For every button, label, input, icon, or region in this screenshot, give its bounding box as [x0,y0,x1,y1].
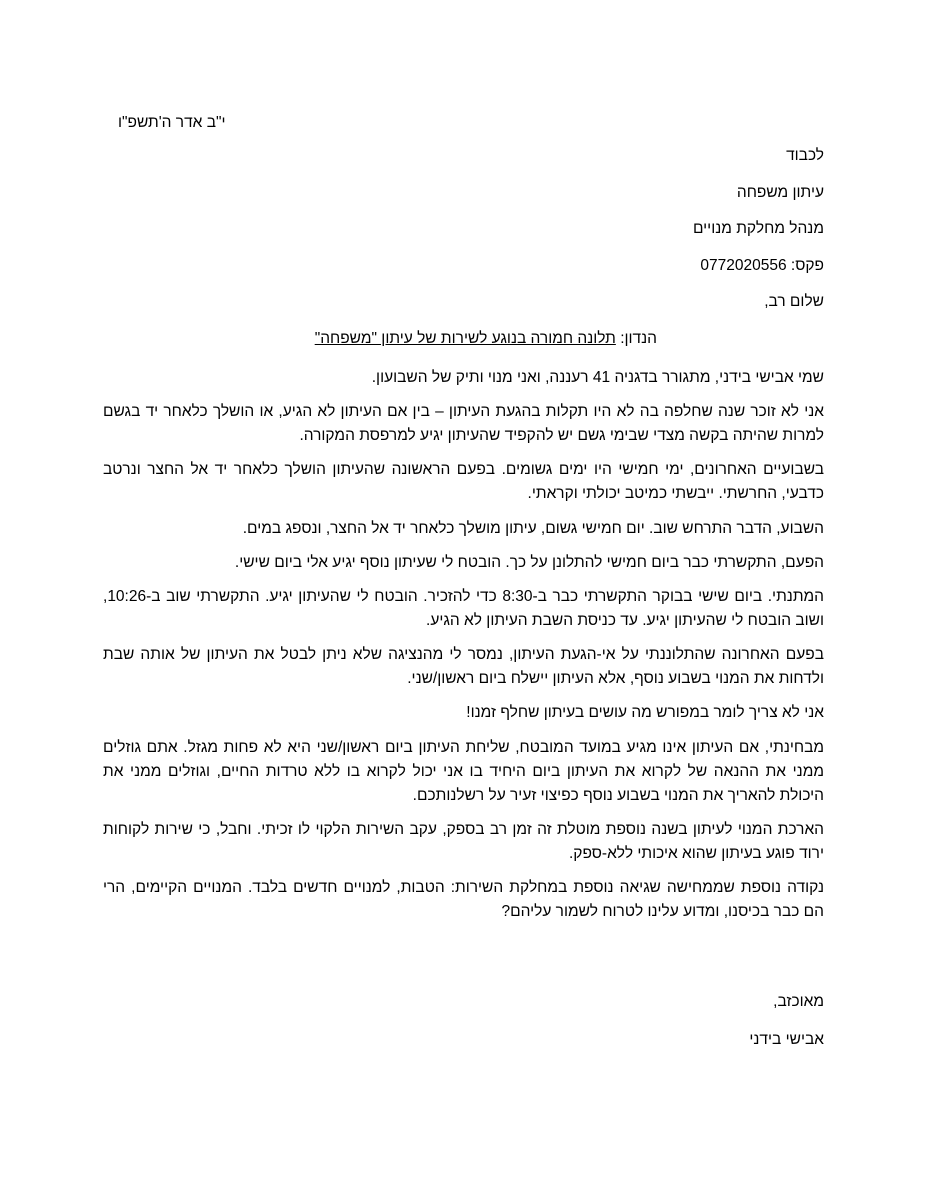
paragraph: בשבועיים האחרונים, ימי חמישי היו ימים גשומים. בפעם הראשונה שהעיתון הושלך כלאחר יד אל החצר ונרטב כדבעי, החרשתי. ייבשתי כמיטב יכולתי וקראתי. [103,461,824,503]
paragraph: הארכת המנוי לעיתון בשנה נוספת מוטלת זה זמן רב בספק, עקב השירות הלקוי לו זכיתי. וחבל, כי שירות לקוחות ירוד פוגע בעיתון שהוא איכותי ללא-ספק. [103,820,824,862]
to-label: לכבוד [786,147,824,164]
fax-line [424,256,824,293]
recipient-org: עיתון משפחה [736,183,824,201]
subject-line [315,330,657,348]
subject-text: תלונה חמורה בנוגע לשירות של עיתון "משפחה" [314,330,616,347]
paragraph: מבחינתי, אם העיתון אינו מגיע במועד המובטח, שליחת העיתון ביום ראשון/שני היא לא פחות מגזל. אתם גוזלים ממני את ההנאה של לקרוא את העיתון ביום היחיד בו אני יכול לקרוא בו ללא טרדות החיים, וגוזלים ממני את היכולת להאריך את המנוי בשבוע נוסף כפיצוי זעיר על רשלנותכם. [103,738,824,804]
fax-label: פקס: [790,256,824,274]
fax-number: 0772020556 [700,256,787,274]
paragraph: אני לא זוכר שנה שחלפה בה לא היו תקלות בהגעת העיתון – בין אם העיתון לא הגיע, או הושלך כלאחר יד בגשם למרות שהיתה בקשה מצדי שבימי גשם יש להקפיד שהעיתון יגיע למרפסת המקורה. [103,403,824,445]
signature-block [749,992,824,1068]
paragraph: הפעם, התקשרתי כבר ביום חמישי להתלונן על כך. הובטח לי שעיתון נוסף יגיע אלי ביום שישי. [234,553,824,571]
letter-body [103,366,824,934]
paragraph: השבוע, הדבר התרחש שוב. יום חמישי גשום, עיתון מושלך כלאחר יד אל החצר, ונספג במים. [242,519,824,537]
paragraph: נקודה נוספת שממחישה שגיאה נוספת במחלקת השירות: הטבות, למנויים חדשים בלבד. המנויים הקיימים, הרי הם כבר בכיסנו, ומדוע עלינו לטרוח לשמור עליהם? [103,878,824,920]
recipient-dept: מנהל מחלקת מנויים [692,220,824,238]
paragraph: המתנתי. ביום שישי בבוקר התקשרתי כבר ב-8:30 כדי להזכיר. הובטח לי שהעיתון יגיע. התקשרתי שוב ב-10:26, ושוב הובטח לי שהעיתון יגיע. עד כניסת השבת העיתון לא הגיע. [103,587,824,629]
subject-label: הנדון: [620,330,657,347]
greeting: שלום רב, [764,293,824,311]
recipient-block [424,146,824,329]
signature-name: אבישי בידני [749,1031,824,1048]
letter-date: י"ב אדר ה'תשפ"ו [118,114,226,131]
paragraph: בפעם האחרונה שהתלוננתי על אי-הגעת העיתון, נמסר לי מהנציגה שלא ניתן לבטל את העיתון של אותה שבת ולדחות את המנוי בשבוע נוסף, אלא העיתון יישלח ביום ראשון/שני. [103,646,824,688]
paragraph: שמי אבישי בידני, מתגורר בדגניה 41 רעננה, ואני מנוי ותיק של השבועון. [371,369,824,386]
closing: מאוכזב, [773,993,824,1010]
paragraph: אני לא צריך לומר במפורש מה עושים בעיתון שחלף זמנו! [466,704,824,722]
